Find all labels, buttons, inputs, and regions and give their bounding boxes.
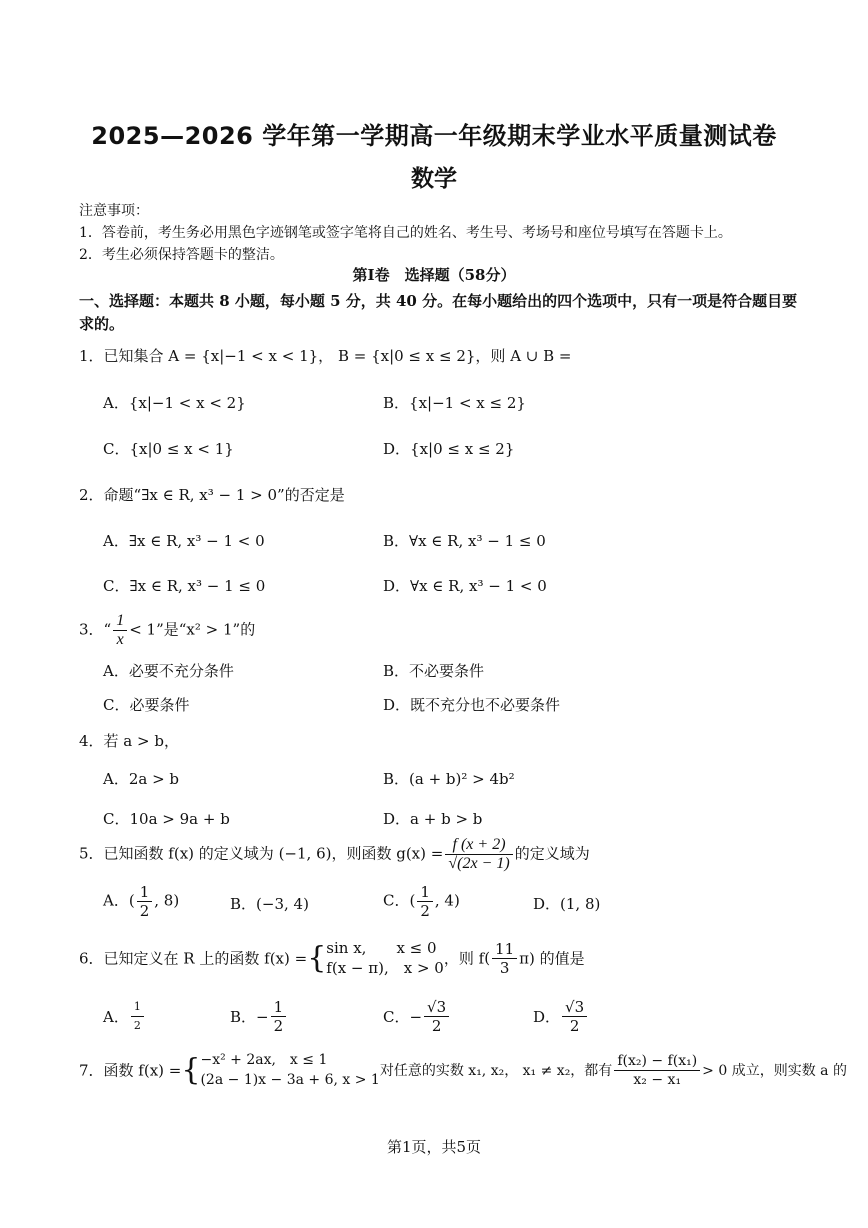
question-3-fraction [113,612,127,649]
question-6-option-a-label: A． [103,1008,129,1026]
question-6-option-c [383,998,451,1035]
question-6-option-a-fraction [131,998,144,1035]
question-1-option-c: C．{x|0 ≤ x < 1} [103,440,234,458]
question-3-option-b: B．不必要条件 [383,662,485,680]
question-7-frac-numerator: f(x₂) − f(x₁) [614,1052,700,1071]
question-5-option-d: D．(1, 8) [533,895,601,913]
question-5-option-a [103,883,179,920]
question-4-stem: 4．若 a > b， [79,732,179,750]
question-7-stem-a: 7．函数 f(x) = [79,1061,182,1080]
question-3-stem-rest: < 1”是“x² > 1”的 [129,620,256,639]
question-3-stem [79,612,255,649]
question-6-stem-a: 6．已知定义在 R 上的函数 f(x) = [79,949,308,968]
question-3-option-d: D．既不充分也不必要条件 [383,696,561,714]
question-2-stem: 2．命题“∃x ∈ R, x³ − 1 > 0”的否定是 [79,486,345,504]
question-2-option-b: B．∀x ∈ R, x³ − 1 ≤ 0 [383,532,546,550]
question-6-paren: ( [484,949,491,967]
question-6-option-c-den: 2 [431,1017,442,1035]
exam-subject: 数学 [411,166,457,192]
question-5-option-a-fraction [137,883,153,920]
question-5-option-c [383,883,460,920]
question-4-option-b: B．(a + b)² > 4b² [383,770,515,788]
question-5-option-a-num: 1 [137,883,153,902]
question-3-number: 3．“ [79,620,112,639]
question-6-option-c-label: C．− [383,1008,423,1026]
question-5-option-a-label: A． [103,891,129,910]
question-6-option-a-num: 1 [131,998,144,1017]
question-7-cases [200,1050,379,1090]
question-6-option-d-label: D． [533,1008,561,1026]
question-3-frac-numerator: 1 [113,612,127,631]
question-7-stem-b: 对任意的实数 x₁, x₂， x₁ ≠ x₂，都有 [379,1063,613,1079]
question-6-option-b-num: 1 [271,998,287,1017]
question-2-option-a: A．∃x ∈ R, x³ − 1 < 0 [103,532,265,550]
question-6-option-a-den: 2 [133,1019,141,1032]
question-3-option-a: A．必要不充分条件 [103,662,234,680]
question-6-option-c-num: √3 [424,998,449,1017]
question-5-option-c-fraction [417,883,433,920]
question-5-stem-a: 5．已知函数 f(x) 的定义域为 (−1, 6)，则函数 g(x) = [79,844,444,863]
exam-title: 2025—2026 学年第一学期高一年级期末学业水平质量测试卷 [91,122,777,150]
question-6-brace: { [307,940,327,976]
question-6-stem-b: ，则 f [443,949,485,968]
question-6-option-d [533,998,589,1035]
question-5-option-a-open: ( [128,891,135,910]
question-5-option-c-open: ( [409,891,416,910]
question-5-option-b: B．(−3, 4) [230,895,309,913]
question-7-brace: { [181,1052,201,1088]
question-6-stem [79,938,585,978]
question-6-option-b-label: B．− [230,1008,269,1026]
question-6-option-d-den: 2 [569,1017,580,1035]
question-6-arg-num: 11 [492,940,517,959]
question-2-option-c: C．∃x ∈ R, x³ − 1 ≤ 0 [103,577,266,595]
question-6-option-a [103,998,146,1035]
question-3-frac-denominator: x [116,631,124,648]
question-1-option-b: B．{x|−1 < x ≤ 2} [383,394,526,412]
question-6-cases [326,938,444,978]
question-6-option-d-fraction [562,998,587,1035]
question-5-frac-numerator: f (x + 2) [445,836,512,855]
question-7-frac-denominator: x₂ − x₁ [633,1071,682,1088]
question-7-case-1: −x² + 2ax, x ≤ 1 [200,1052,328,1068]
question-5-stem [79,836,590,873]
question-6-stem-c: π) 的值是 [519,949,585,968]
question-5-frac-denominator: √(2x − 1) [448,855,510,872]
question-1-stem: 1．已知集合 A = {x|−1 < x < 1}， B = {x|0 ≤ x ≤ 2}，则 A ∪ B = [79,347,572,365]
page-footer: 第1页，共5页 [386,1138,482,1156]
question-6-arg-den: 3 [499,958,510,977]
question-6-option-c-fraction [424,998,449,1035]
question-6-option-d-num: √3 [562,998,587,1017]
question-4-option-a: A．2a > b [103,770,180,788]
question-4-option-c: C．10a > 9a + b [103,810,230,828]
question-1-option-a: A．{x|−1 < x < 2} [103,394,246,412]
question-5-option-c-den: 2 [420,902,430,920]
question-2-option-d: D．∀x ∈ R, x³ − 1 < 0 [383,577,547,595]
part1-instructions-line2: 求的。 [79,315,125,333]
question-6-option-b [230,998,288,1035]
section-title: 第Ⅰ卷 选择题（58分） [352,266,516,284]
question-7-stem [79,1050,847,1090]
question-5-option-c-tail: , 4) [434,891,460,910]
notice-heading: 注意事项： [79,203,149,219]
question-7-case-2: (2a − 1)x − 3a + 6, x > 1 [200,1072,380,1088]
question-7-fraction [614,1052,700,1089]
question-7-stem-c: > 0 成立，则实数 a 的 [702,1063,847,1079]
question-6-option-b-den: 2 [273,1017,284,1035]
notice-item-2: 2．考生必须保持答题卡的整洁。 [79,247,284,263]
question-5-option-a-tail: , 8) [154,891,180,910]
question-6-case-1: sin x, x ≤ 0 [326,939,437,957]
question-3-option-c: C．必要条件 [103,696,190,714]
question-5-option-c-num: 1 [417,883,433,902]
question-6-option-b-fraction [271,998,287,1035]
question-1-option-d: D．{x|0 ≤ x ≤ 2} [383,440,515,458]
question-6-arg-fraction [492,940,517,977]
question-6-case-2: f(x − π), x > 0 [326,959,444,977]
question-5-fraction [445,836,512,873]
notice-item-1: 1．答卷前，考生务必用黑色字迹钢笔或签字笔将自己的姓名、考生号、考场号和座位号填写在答题卡上。 [79,225,732,241]
question-5-option-a-den: 2 [139,902,150,920]
part1-instructions-line1: 一、选择题：本题共 8 小题，每小题 5 分，共 40 分。在每小题给出的四个选项中，只有一项是符合题目要 [79,292,798,310]
question-5-option-c-label: C． [383,891,410,910]
question-5-stem-b: 的定义域为 [514,844,590,863]
question-4-option-d: D．a + b > b [383,810,483,828]
